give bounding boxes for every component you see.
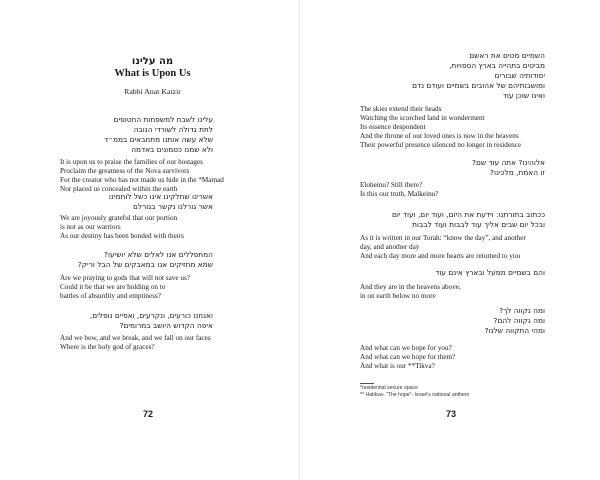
- verse-line: And they are in the heavens above,: [360, 283, 461, 291]
- stanza-1-hebrew: [360, 51, 545, 101]
- verse-line: And what can we hope for you?: [360, 344, 452, 352]
- verse-line: For the creator who has not made us hide in the *Mamad: [60, 176, 224, 184]
- verse-line: יסודותיה שבורים: [494, 71, 545, 80]
- verse-line: And each day more and more hearts are returned to you: [360, 252, 521, 260]
- stanza-2-hebrew: [60, 192, 213, 212]
- verse-line: ומה נקווה לך?: [499, 306, 545, 315]
- verse-line: As our destiny has been bonded with theirs: [60, 232, 184, 240]
- verse-line: As it is written in our Torah: “know the day”, and another: [360, 234, 526, 242]
- page-number: 72: [143, 409, 154, 419]
- verse-line: ובכל יום שבים אליך עוד לבבות ועוד לבבות: [412, 220, 545, 229]
- stanza-4-hebrew: [360, 268, 545, 278]
- poem-author: Rabbi Anat Katzir: [124, 87, 181, 96]
- verse-line: זו האמת, מלכינו?: [490, 168, 545, 177]
- stanza-4-english: [360, 283, 590, 301]
- verse-line: ולא שמנו כטמונים באדמה: [131, 145, 213, 154]
- verse-line: Their powerful presence silenced no longer in residence: [360, 141, 522, 149]
- verse-line: ומהי התקווה שלנו?: [484, 326, 545, 335]
- verse-line: Its essence despondent: [360, 123, 426, 131]
- verse-line: Could it be that we are holding on to: [60, 283, 166, 291]
- verse-line: Watching the scorched land in wonderment: [360, 114, 485, 122]
- footnotes: [360, 383, 590, 399]
- right-page: [300, 0, 600, 480]
- verse-line: Nor placed us concealed within the earth: [60, 185, 178, 193]
- verse-line: ואינו שוכן עוד: [502, 91, 545, 100]
- poem-title-hebrew: מה עלינו: [131, 56, 174, 67]
- verse-line: ואנחנו כורעים, ונקרעים, ואפיים נופלים,: [89, 311, 213, 320]
- verse-line: day, and another day: [360, 243, 420, 251]
- poem-title-block: [95, 56, 210, 97]
- stanza-2-english: [360, 181, 590, 199]
- verse-line: The skies extend their heads: [360, 105, 442, 113]
- stanza-1-hebrew: [60, 115, 213, 155]
- verse-line: אשר גורלנו נקשר בגורלם: [132, 202, 213, 211]
- verse-line: in on earth below no more: [360, 292, 436, 300]
- verse-line: We are joyously grateful that our portion: [60, 214, 178, 222]
- verse-line: שלא עשה אותנו מתחבאים בממ״ד: [104, 135, 213, 144]
- stanza-5-english: [360, 344, 590, 371]
- verse-line: And the throne of our loved ones is now in the heavens: [360, 132, 519, 140]
- verse-line: לתת גדולה לשורדי הנובה: [133, 125, 213, 134]
- stanza-3-english: [360, 234, 590, 261]
- verse-line: עלינו לשבח למשפחות החטופים: [113, 115, 213, 124]
- verse-line: איפה הקדוש היושב במרומים?: [119, 321, 213, 330]
- stanza-3-hebrew: [360, 210, 545, 230]
- verse-line: Are we praying to gods that will not save us?: [60, 274, 190, 282]
- verse-line: Eloheinu? Still there?: [360, 181, 423, 189]
- verse-line: It is upon us to praise the families of our hostages: [60, 158, 203, 166]
- verse-line: שמא מחזיקים אנו במאבקים של הבל וריק?: [77, 260, 213, 269]
- verse-line: מביטים בתהייה בארץ הספויות,: [449, 61, 545, 70]
- footnote: *residential secure space: [360, 385, 418, 391]
- stanza-1-english: [360, 105, 590, 150]
- verse-line: Proclaim the greatness of the Nova survivors: [60, 167, 190, 175]
- verse-line: And we bow, and we break, and we fall on our faces: [60, 334, 211, 342]
- stanza-3-hebrew: [60, 250, 213, 270]
- stanza-2-english: [60, 214, 285, 241]
- verse-line: Is this our truth, Malkeinu?: [360, 190, 439, 198]
- stanza-2-hebrew: [360, 158, 545, 178]
- stanza-4-english: [60, 334, 285, 352]
- stanza-3-english: [60, 274, 285, 301]
- verse-line: והם בשמיים ממעל ובארץ אינם עוד: [435, 268, 545, 277]
- footnote-divider: [360, 383, 374, 384]
- footnote: ** Hatikva- “The hope”- Israel’s national anthem: [360, 392, 470, 398]
- verse-line: And what is our **Tikva?: [360, 362, 435, 370]
- verse-line: ומה נקווה להם?: [493, 316, 545, 325]
- verse-line: is not as our warriors: [60, 223, 121, 231]
- verse-line: battles of absurdity and emptiness?: [60, 292, 162, 300]
- stanza-1-english: [60, 158, 285, 194]
- verse-line: ומושבותיהם של אהובים בשמיים ועודם נדם: [412, 81, 545, 90]
- verse-line: ככתוב בתורתנו: וידעת את היום, ועוד יום, ועוד יום: [392, 210, 545, 219]
- verse-line: השמיים מטים את ראשם: [469, 51, 545, 60]
- verse-line: Where is the holy god of graces?: [60, 343, 155, 351]
- verse-line: And what can we hope for them?: [360, 353, 456, 361]
- poem-title-english: What is Upon Us: [114, 68, 191, 79]
- verse-line: אלוהינו? אתה עוד שם?: [472, 158, 545, 167]
- verse-line: אשרינו שחלקינו אינו כשל לוחמינו: [108, 192, 213, 201]
- stanza-4-hebrew: [60, 311, 213, 331]
- stanza-5-hebrew: [360, 306, 545, 336]
- page-number: 73: [446, 409, 457, 419]
- verse-line: המתפללים אנו לאלים שלא יושיעו?: [104, 250, 213, 259]
